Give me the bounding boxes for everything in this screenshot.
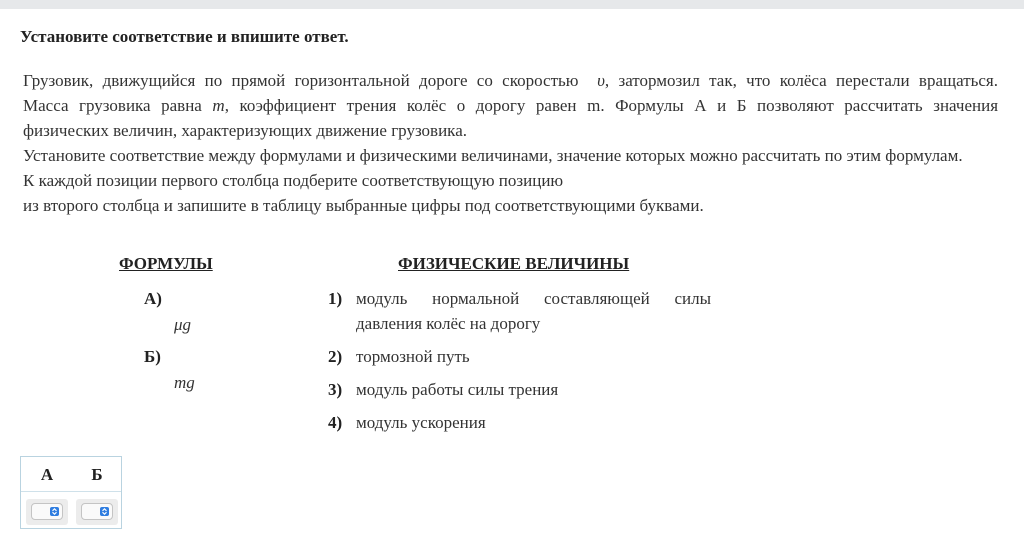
quantity-2-text: тормозной путь — [356, 347, 470, 366]
quantity-1-text-line-1: модуль нормальной составляющей силы — [356, 289, 711, 308]
formulas-header: ФОРМУЛЫ — [119, 254, 213, 273]
quantity-3-number: 3) — [328, 380, 343, 399]
answer-header-b: Б — [91, 465, 103, 484]
problem-paragraph-3-line-2: из второго столбца и запишите в таблицу выбранные цифры под соответствующими буквами. — [23, 196, 704, 215]
formula-a-expression: μg — [174, 315, 192, 334]
answer-select-a-cell — [26, 499, 68, 525]
formula-b-letter: Б) — [144, 347, 161, 366]
problem-text — [23, 68, 998, 218]
quantity-1-text-line-2: давления колёс на дорогу — [356, 314, 541, 333]
friction-symbol: m — [587, 96, 601, 115]
chevron-updown-icon — [50, 507, 59, 516]
answer-select-a[interactable] — [31, 503, 63, 520]
formula-b-expression: mg — [174, 373, 195, 392]
problem-paragraph-3-line-1: К каждой позиции первого столбца подберите соответствующую позицию — [23, 171, 564, 190]
quantity-4-text: модуль ускорения — [356, 413, 486, 432]
top-bar — [0, 0, 1024, 9]
problem-line-2: Масса грузовика равна m, коэффициент трения колёс о дорогу равен m. Формулы А и Б позволяют рассчитать значения — [23, 96, 999, 115]
formula-a-letter: А) — [144, 289, 162, 308]
quantity-1-number: 1) — [328, 289, 343, 308]
mass-symbol: m — [212, 96, 225, 115]
quantities-header: ФИЗИЧЕСКИЕ ВЕЛИЧИНЫ — [398, 254, 630, 273]
answer-table-divider — [21, 491, 121, 492]
chevron-updown-icon — [100, 507, 109, 516]
problem-line-1: Грузовик, движущийся по прямой горизонтальной дороге со скоростью υ, затормозил так, что колёса перестали вращаться. — [23, 71, 998, 90]
answer-header-a: А — [40, 465, 54, 484]
answer-select-b[interactable] — [81, 503, 113, 520]
quantity-4-number: 4) — [328, 413, 343, 432]
quantity-3-text: модуль работы силы трения — [356, 380, 559, 399]
problem-paragraph-2: Установите соответствие между формулами и физическими величинами, значение которых можно рассчитать по этим формулам. — [23, 146, 963, 165]
problem-line-3: физических величин, характеризующих движение грузовика. — [23, 121, 467, 140]
answer-select-b-cell — [76, 499, 118, 525]
answer-table — [20, 456, 122, 529]
quantity-2-number: 2) — [328, 347, 343, 366]
task-instruction: Установите соответствие и впишите ответ. — [20, 27, 349, 46]
speed-symbol: υ — [597, 71, 605, 90]
